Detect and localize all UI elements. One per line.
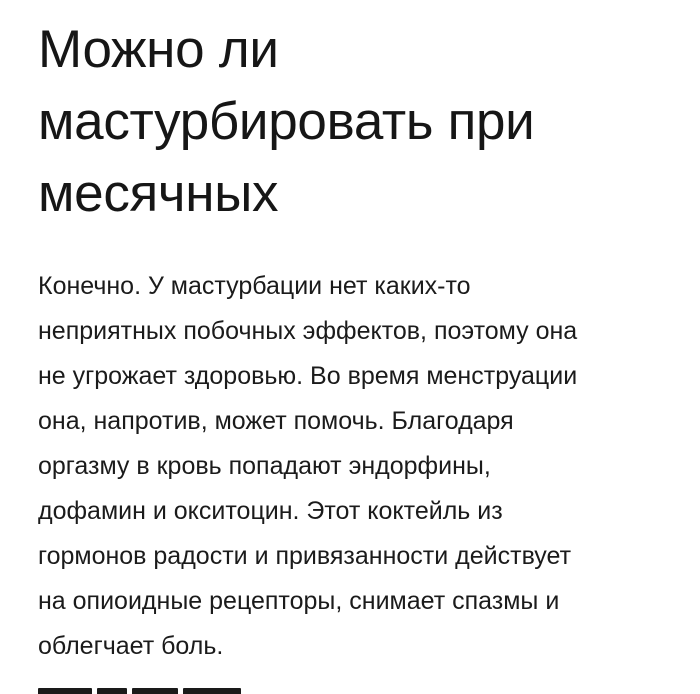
clipped-text-fragment	[97, 688, 127, 694]
title-line: Можно ли	[38, 20, 279, 79]
body-line: неприятных побочных эффектов, поэтому она	[38, 317, 578, 345]
article-title	[38, 14, 660, 230]
body-line: облегчает боль.	[38, 632, 224, 660]
title-line: месячных	[38, 164, 279, 223]
clipped-text-fragment	[183, 688, 241, 694]
body-line: гормонов радости и привязанности действует	[38, 542, 572, 570]
body-line: оргазму в кровь попадают эндорфины,	[38, 452, 491, 480]
title-line: мастурбировать при	[38, 92, 535, 151]
clipped-text-fragment	[38, 688, 92, 694]
body-line: не угрожает здоровью. Во время менструации	[38, 362, 578, 390]
body-line: Конечно. У мастурбации нет каких-то	[38, 272, 471, 300]
article-body	[38, 264, 660, 669]
body-line: дофамин и окситоцин. Этот коктейль из	[38, 497, 503, 525]
body-line: на опиоидные рецепторы, снимает спазмы и	[38, 587, 560, 615]
clipped-text-fragment	[132, 688, 178, 694]
clipped-next-text-line	[38, 688, 241, 694]
body-line: она, напротив, может помочь. Благодаря	[38, 407, 514, 435]
